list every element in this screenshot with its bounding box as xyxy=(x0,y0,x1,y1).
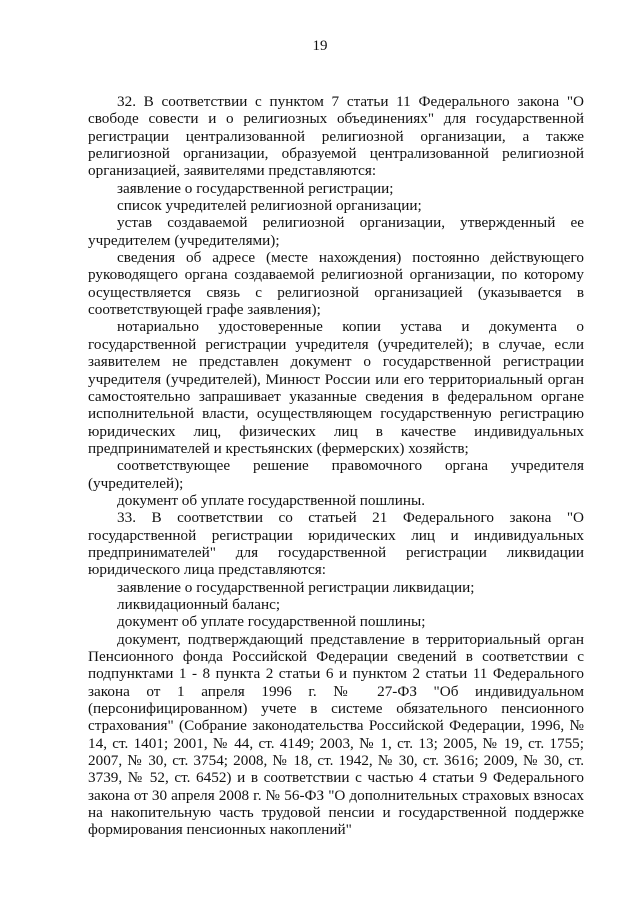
list-item-liquidation-fee-receipt: документ об уплате государственной пошлины; xyxy=(117,613,426,631)
list-item-founder-decision: соответствующее решение правомочного органа учредителя (учредителей); xyxy=(88,457,584,492)
list-item-notarized-copies: нотариально удостоверенные копии устава и документа о государственной регистрации учредителя (учредителей); в случае, если заявителем не представлен документ о государственной регистрации учредителя (учредителей), Минюст России или его территориальный орган самостоятельно запрашивает указанные сведения в федеральном органе исполнительной власти, осуществляющем государственную регистрацию юридических лиц, физических лиц в качестве индивидуальных предпринимателей и крестьянских (фермерских) хозяйств; xyxy=(88,318,584,457)
list-item-pension-fund-document: документ, подтверждающий представление в территориальный орган Пенсионного фонда Российской Федерации сведений в соответствии с подпунктами 1 - 8 пункта 2 статьи 6 и пунктом 2 статьи 11 Федерального закона от 1 апреля 1996 г. № 27-ФЗ "Об индивидуальном (персонифицированном) учете в системе обязательного пенсионного страхования" (Собрание законодательства Российской Федерации, 1996, № 14, ст. 1401; 2001, № 44, ст. 4149; 2003, № 1, ст. 13; 2005, № 19, ст. 1755; 2007, № 30, ст. 3754; 2008, № 18, ст. 1942, № 30, ст. 3616; 2009, № 30, ст. 3739, № 52, ст. 6452) и в соответствии с частью 4 статьи 9 Федерального закона от 30 апреля 2008 г. № 56-ФЗ "О дополнительных страховых взносах на накопительную часть трудовой пенсии и государственной поддержке формирования пенсионных накоплений" xyxy=(88,630,584,839)
list-item-liquidation-application: заявление о государственной регистрации ликвидации; xyxy=(117,578,475,596)
document-body xyxy=(88,93,584,839)
list-item-fee-receipt: документ об уплате государственной пошлины. xyxy=(117,491,426,509)
list-item-charter: устав создаваемой религиозной организации, утвержденный ее учредителем (учредителями); xyxy=(88,214,584,249)
list-item-registration-application: заявление о государственной регистрации; xyxy=(117,179,394,197)
list-item-founders-list: список учредителей религиозной организации; xyxy=(117,197,422,215)
page-number: 19 xyxy=(312,38,328,54)
paragraph-32-intro: 32. В соответствии с пунктом 7 статьи 11 Федерального закона "О свободе совести и о религиозных объединениях" для государственной регистрации централизованной религиозной организации, а также религиозной организации, образуемой централизованной религиозной организацией, заявителями представляются: xyxy=(88,93,584,180)
paragraph-33-intro: 33. В соответствии со статьей 21 Федерального закона "О государственной регистрации юридических лиц и индивидуальных предпринимателей" для государственной регистрации ликвидации юридического лица представляются: xyxy=(88,509,584,579)
list-item-liquidation-balance: ликвидационный баланс; xyxy=(117,595,281,613)
list-item-address-info: сведения об адресе (месте нахождения) постоянно действующего руководящего органа создаваемой религиозной организации, по которому осуществляется связь с религиозной организацией (указывается в соответствующей графе заявления); xyxy=(88,249,584,319)
